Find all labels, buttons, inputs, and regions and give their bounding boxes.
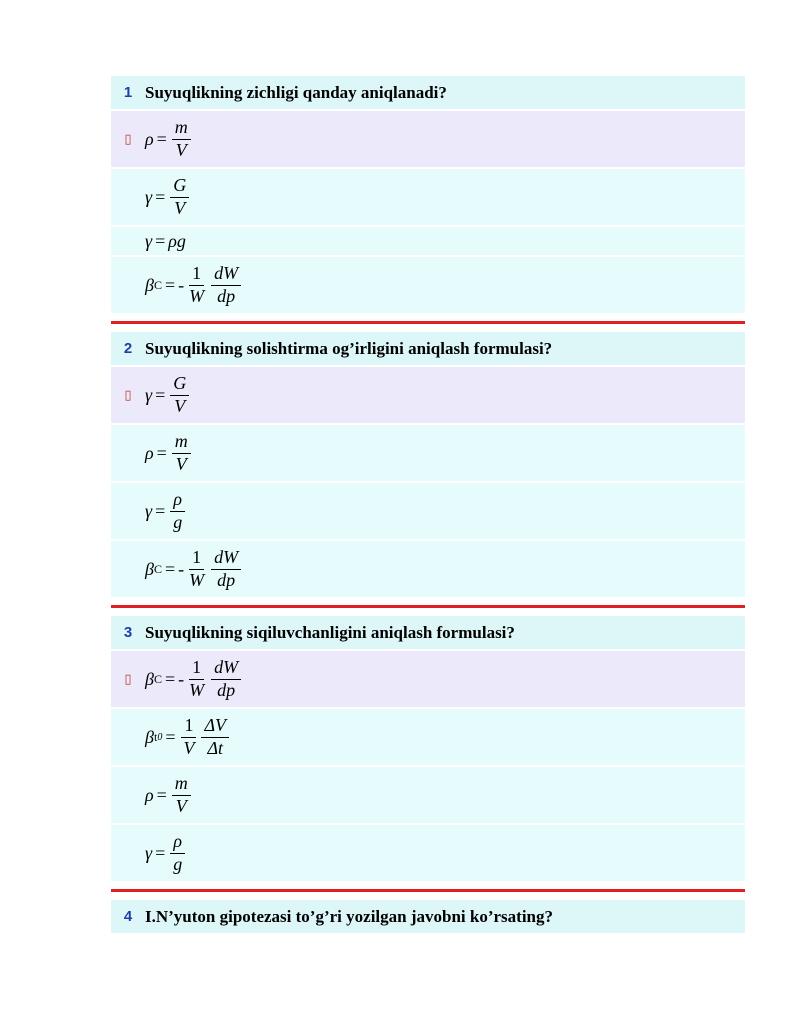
formula: γ = $\frac{\rho}{g}$ <box>145 483 745 539</box>
question-divider <box>111 605 745 608</box>
answer-option[interactable] <box>111 767 745 823</box>
answer-option[interactable] <box>111 825 745 881</box>
question-text: Suyuqlikning siqiluvchanligini aniqlash formulasi? <box>145 616 745 649</box>
answer-option[interactable] <box>111 483 745 539</box>
correct-answer-icon: ▯ <box>111 651 145 707</box>
correct-answer-icon: ▯ <box>111 111 145 167</box>
answer-option[interactable] <box>111 541 745 597</box>
formula: β C = - $\frac{1}{W}$ $\frac{dW}{dp}$ <box>145 257 745 313</box>
answer-option[interactable] <box>111 367 745 423</box>
formula: ρ = $\frac{m}{V}$ <box>145 111 745 167</box>
answer-option[interactable] <box>111 425 745 481</box>
formula: ρ = $\frac{m}{V}$ <box>145 767 745 823</box>
question-header <box>111 616 745 649</box>
formula: β C = - $\frac{1}{W}$ $\frac{dW}{dp}$ <box>145 541 745 597</box>
formula: γ = $\frac{G}{V}$ <box>145 169 745 225</box>
question-divider <box>111 321 745 324</box>
question-number: 1 <box>111 76 145 109</box>
question-table <box>111 74 745 935</box>
answer-option[interactable] <box>111 111 745 167</box>
answer-option[interactable] <box>111 709 745 765</box>
formula: γ = ρg <box>145 227 745 255</box>
answer-option[interactable] <box>111 169 745 225</box>
answer-option[interactable] <box>111 651 745 707</box>
correct-answer-icon: ▯ <box>111 367 145 423</box>
formula: ρ = $\frac{m}{V}$ <box>145 425 745 481</box>
question-number: 4 <box>111 900 145 933</box>
formula: γ = $\frac{\rho}{g}$ <box>145 825 745 881</box>
question-number: 3 <box>111 616 145 649</box>
question-header <box>111 900 745 933</box>
formula: β t 0 = $\frac{1}{V}$ $\frac{\Delta V}{\Delta t}$ <box>145 709 745 765</box>
question-text: Suyuqlikning solishtirma og’irligini aniqlash formulasi? <box>145 332 745 365</box>
test-page <box>111 74 745 935</box>
question-header <box>111 76 745 109</box>
answer-option[interactable] <box>111 227 745 255</box>
question-header <box>111 332 745 365</box>
question-text: Suyuqlikning zichligi qanday aniqlanadi? <box>145 76 745 109</box>
question-text: I.N’yuton gipotezasi to’g’ri yozilgan javobni ko’rsating? <box>145 900 745 933</box>
question-number: 2 <box>111 332 145 365</box>
formula: β C = - $\frac{1}{W}$ $\frac{dW}{dp}$ <box>145 651 745 707</box>
answer-option[interactable] <box>111 257 745 313</box>
question-divider <box>111 889 745 892</box>
formula: γ = $\frac{G}{V}$ <box>145 367 745 423</box>
